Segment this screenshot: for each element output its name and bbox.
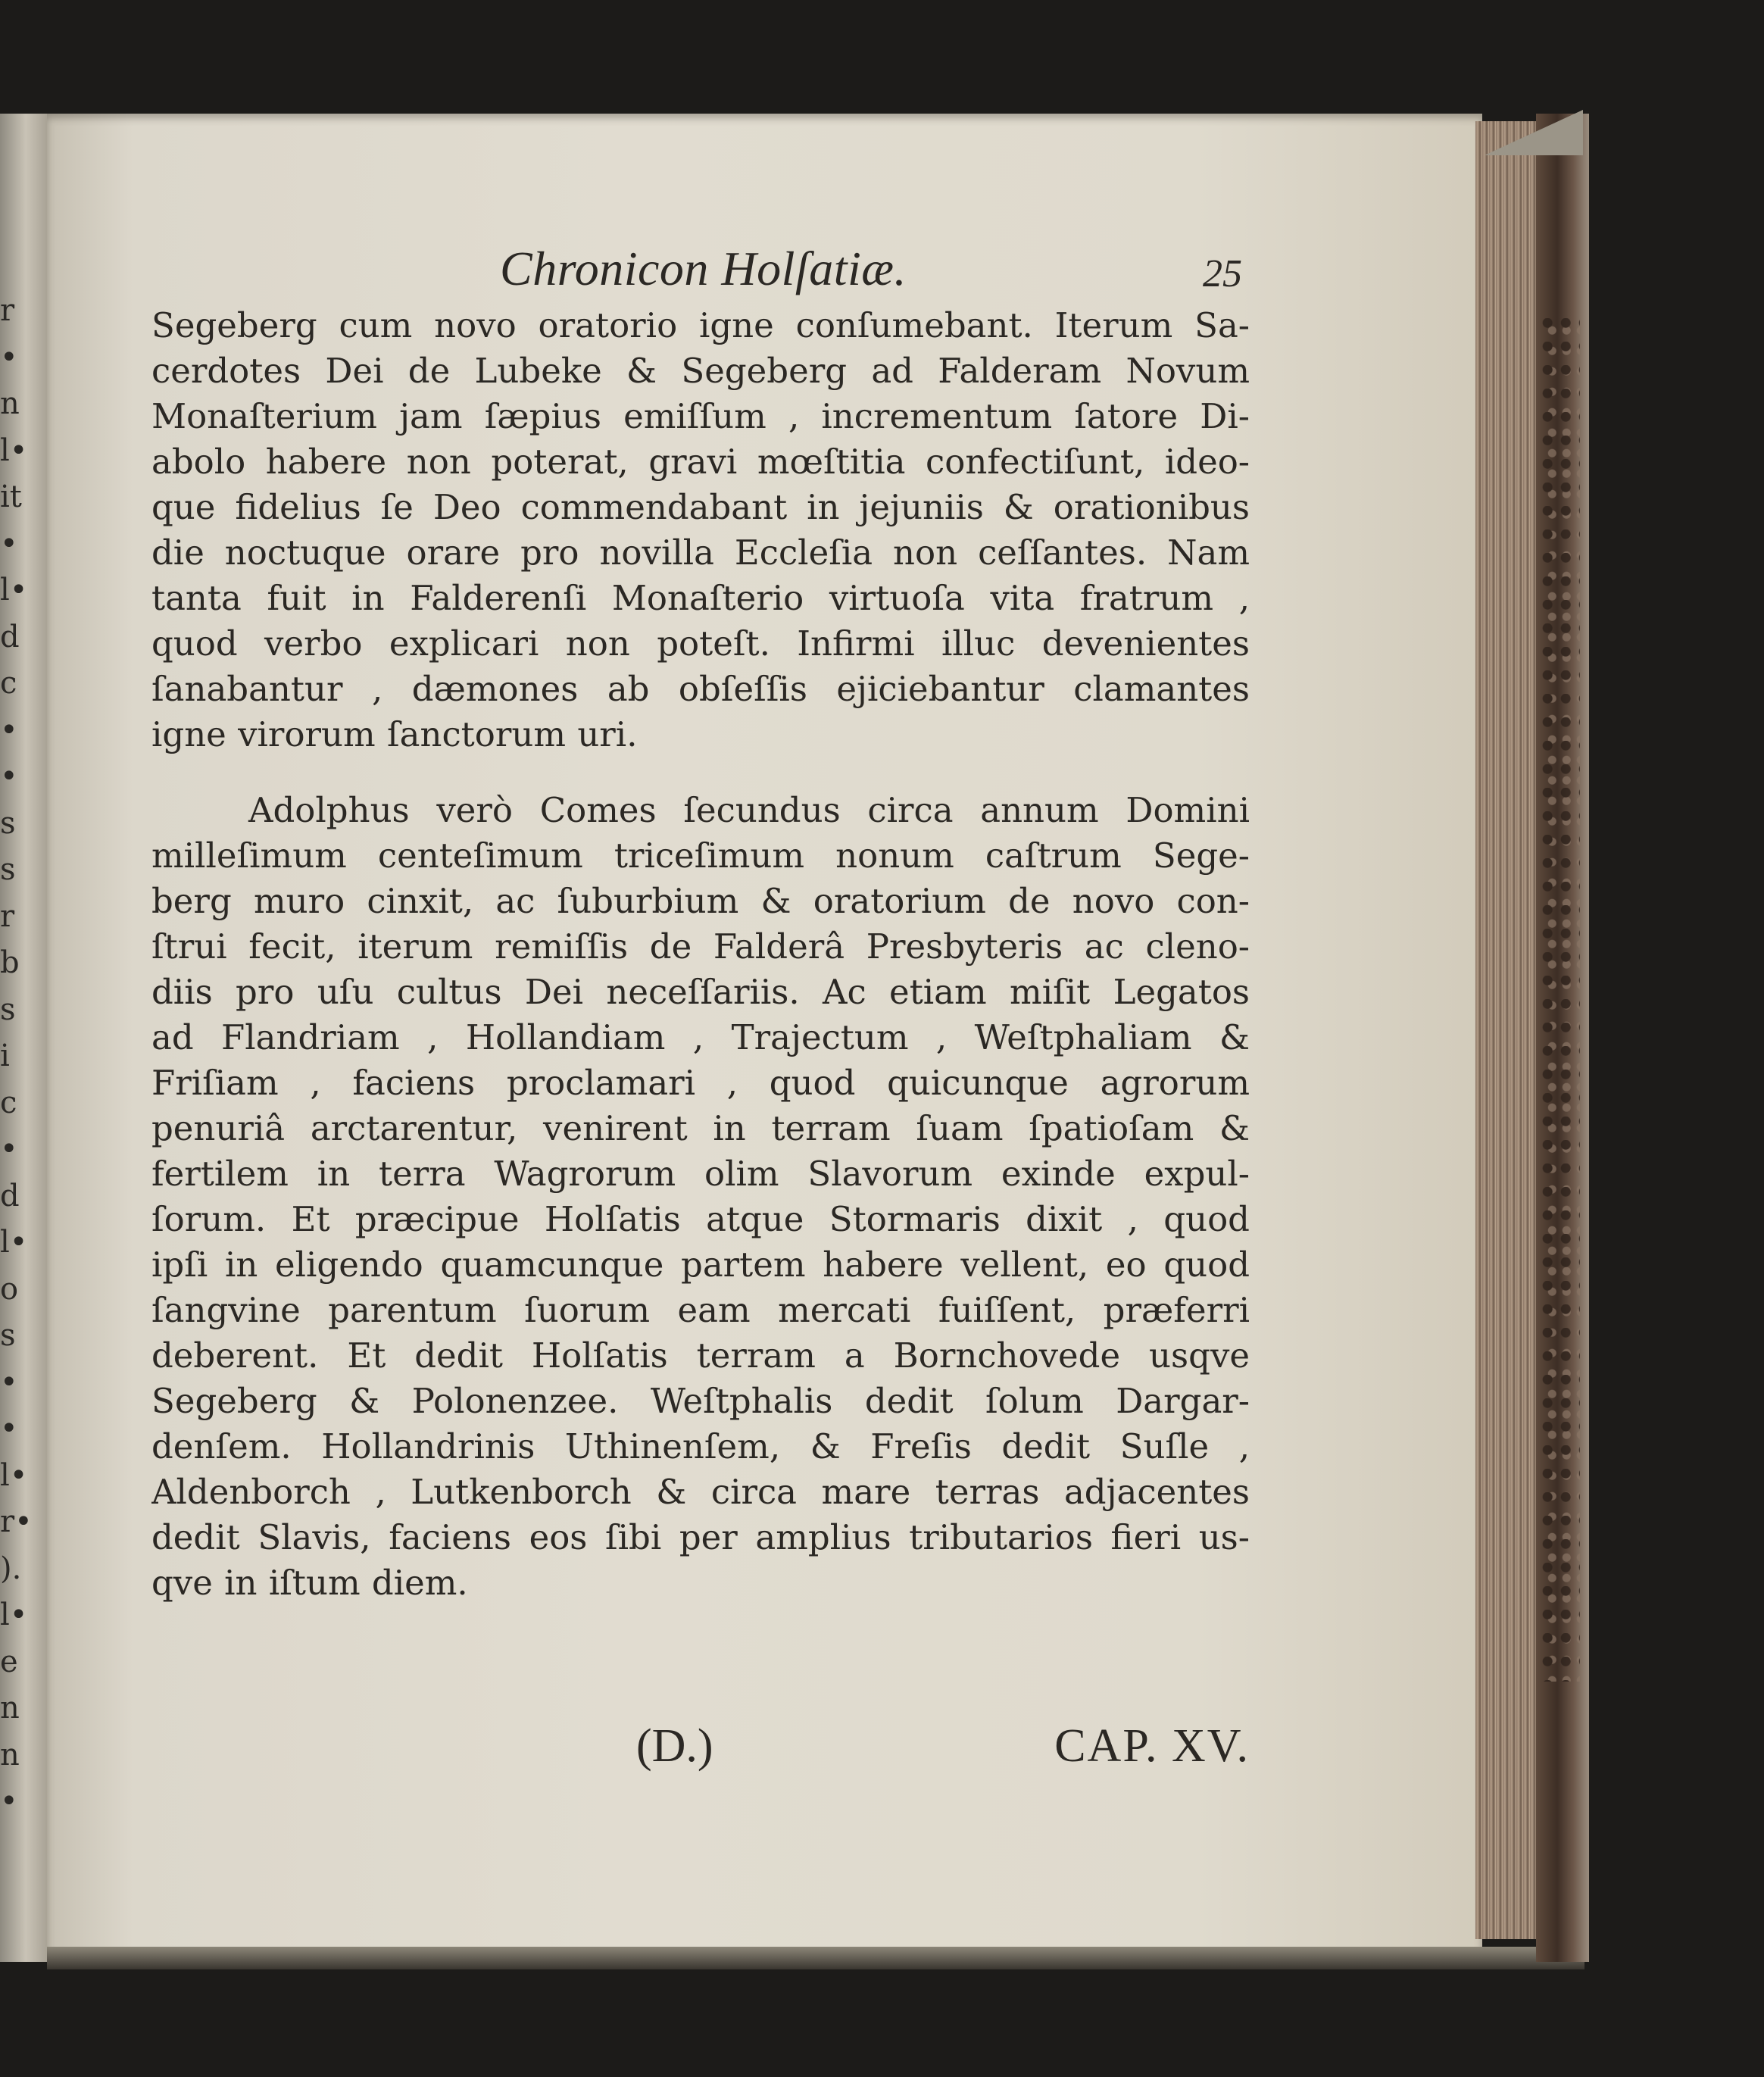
text-line: cerdotes Dei de Lubeke & Segeberg ad Falderam Novum [151,351,1250,391]
left-page-fragment: • [0,1411,18,1446]
left-page-fragment: d [0,619,20,654]
left-page-fragment: c [0,1085,17,1120]
text-line: milleſimum centeſimum triceſimum nonum caſtrum Sege- [151,835,1250,876]
text-line: ſangvine parentum ſuorum eam mercati fuiſſent, præferri [151,1290,1250,1330]
left-page-fragment: • [0,759,18,794]
text-line: Segeberg cum novo oratorio igne conſumebant. Iterum Sa- [151,305,1250,345]
signature-mark: (D.) [636,1720,713,1772]
left-page-fragment: l• [0,1225,28,1260]
left-page-fragment: r [0,898,15,934]
cover-texture [1542,318,1580,1682]
text-line: ſtrui fecit, iterum remiſſis de Falderâ Presbyteris ac cleno- [151,926,1250,967]
page-content [151,242,1250,1788]
running-title: Chronicon Holſatiæ. [500,242,907,295]
left-page-fragment: • [0,339,18,375]
text-line: quod verbo explicari non poteſt. Infirmi illuc devenientes [151,623,1250,664]
text-line: abolo habere non poterat, gravi mœſtitia confectiſunt, ideo- [151,442,1250,482]
left-page-fragment: r• [0,1504,33,1539]
page-footer [151,1719,1250,1788]
running-header [151,242,1250,303]
left-page-fragment: l• [0,1598,28,1632]
left-page-fragment: it [0,479,22,514]
left-page-fragment: • [0,526,18,561]
text-line: ſorum. Et præcipue Holſatis atque Stormaris dixit , quod [151,1199,1250,1239]
paragraph-spacer [151,757,1250,788]
text-line: que fidelius ſe Deo commendabant in jejuniis & orationibus [151,487,1250,527]
left-page-fragment: o [0,1271,19,1307]
left-page-fragment: • [0,1784,18,1819]
left-page-fragment: i [0,1038,10,1073]
text-line: igne virorum ſanctorum uri. [151,714,638,754]
left-page-fragment: n [0,1737,20,1772]
left-page-fragment: c [0,666,17,701]
text-line: Monaſterium jam ſæpius emiſſum , incrementum ſatore Di- [151,396,1250,436]
text-line: denſem. Hollandrinis Uthinenſem, & Freſis dedit Suſle , [151,1426,1250,1466]
text-line: fertilem in terra Wagrorum olim Slavorum exinde expul- [151,1154,1250,1194]
text-line: Adolphus verò Comes ſecundus circa annum Domini [248,790,1250,830]
left-page-fragment: r [0,293,15,328]
text-line: die noctuque orare pro novilla Eccleſia non ceſſantes. Nam [151,533,1250,573]
left-page-text-fragments [0,288,33,1826]
left-page-fragment: s [0,992,16,1027]
left-page-fragment: b [0,945,20,980]
text-line: Segeberg & Polonenzee. Weſtphalis dedit ſolum Dargar- [151,1381,1250,1421]
text-line: Aldenborch , Lutkenborch & circa mare terras adjacentes [151,1472,1250,1512]
left-page-fragment: ). [0,1551,22,1586]
paragraph-1 [151,303,1250,757]
left-page-fragment: • [0,1364,18,1400]
left-page-fragment: l• [0,433,28,468]
left-page-fragment: l• [0,573,28,607]
left-page-fragment: l• [0,1457,28,1493]
text-line: Friſiam , faciens proclamari , quod quicunque agrorum [151,1063,1250,1103]
text-line: ad Flandriam , Hollandiam , Trajectum , Weſtphaliam & [151,1017,1250,1057]
text-line: ipſi in eligendo quamcunque partem habere vellent, eo quod [151,1245,1250,1285]
text-line: diis pro uſu cultus Dei neceſſariis. Ac etiam miſit Legatos [151,972,1250,1012]
page-fore-edge [1475,121,1536,1939]
text-line: penuriâ arctarentur, venirent in terram ſuam ſpatioſam & [151,1108,1250,1148]
left-page-fragment: s [0,805,16,841]
page-number: 25 [1203,252,1242,295]
left-page-fragment: • [0,1132,18,1167]
left-page-fragment: n [0,1691,20,1726]
text-line: tanta fuit in Falderenſi Monaſterio virtuoſa vita fratrum , [151,578,1250,618]
left-page-fragment: • [0,712,18,748]
text-line: qve in iſtum diem. [151,1563,468,1603]
left-page-fragment: n [0,386,20,421]
text-line: ſanabantur , dæmones ab obſeſſis ejiciebantur clamantes [151,669,1250,709]
left-page-fragment: d [0,1178,20,1213]
text-line: dedit Slavis, faciens eos ſibi per amplius tributarios fieri us- [151,1517,1250,1557]
text-line: berg muro cinxit, ac ſuburbium & oratorium de novo con- [151,881,1250,921]
page-bottom-edge [47,1947,1584,1969]
text-line: deberent. Et dedit Holſatis terram a Bornchovede usqve [151,1335,1250,1376]
catchword: CAP. XV. [1054,1720,1250,1772]
paragraph-2 [151,788,1250,1606]
left-page-fragment: e [0,1644,18,1679]
left-page-fragment: s [0,852,16,887]
left-page-fragment: s [0,1318,16,1353]
